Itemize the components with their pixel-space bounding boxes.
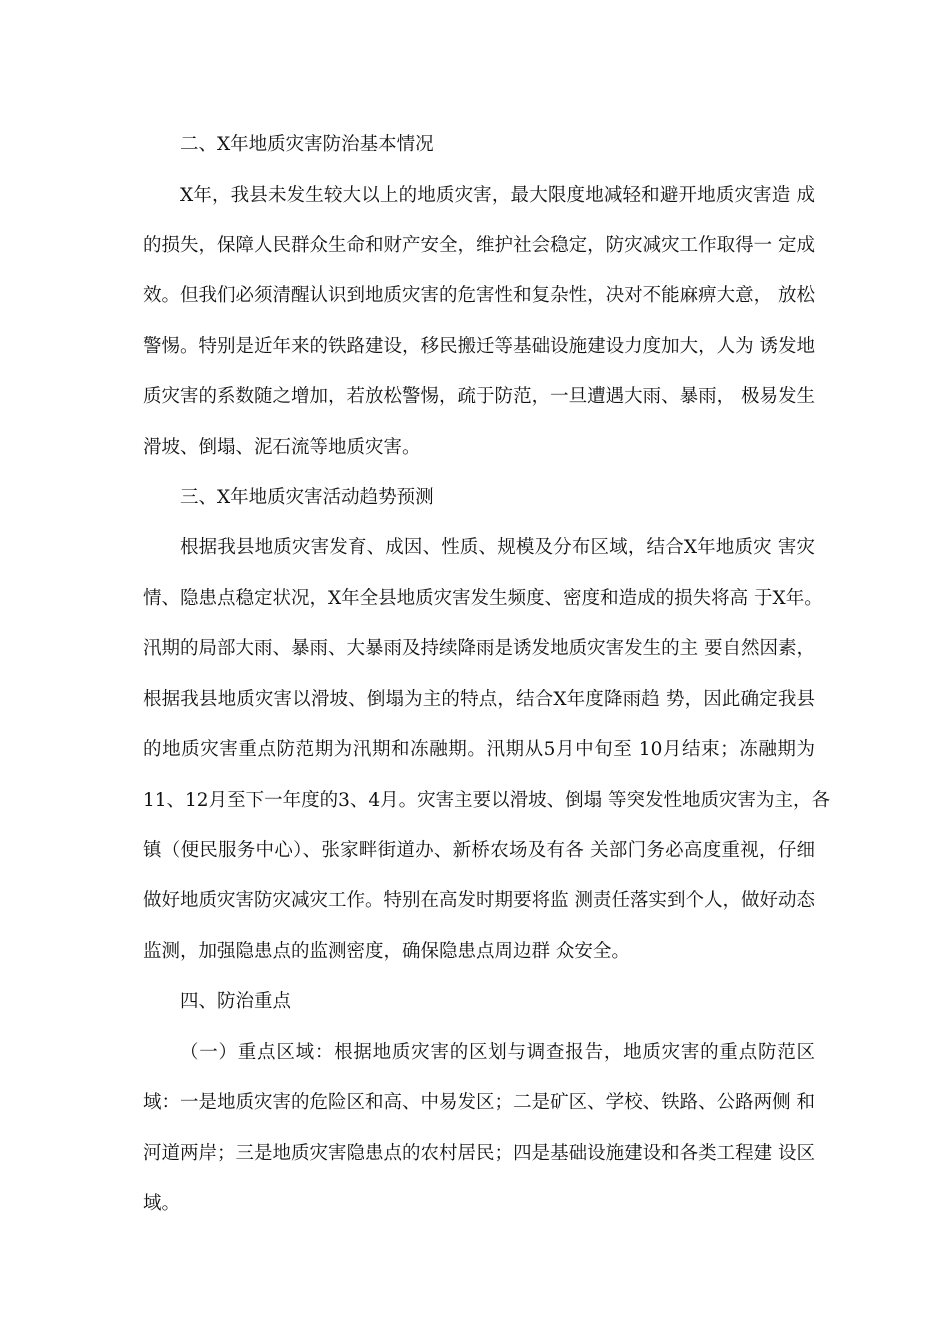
section-heading: 四、防治重点 bbox=[180, 991, 292, 1012]
section-heading: 二、X年地质灾害防治基本情况 bbox=[180, 134, 434, 155]
paragraph-line: 河道两岸；三是地质灾害隐患点的农村居民；四是基础设施建设和各类工程建 设区 bbox=[143, 1143, 815, 1164]
paragraph-line: 效。但我们必须清醒认识到地质灾害的危害性和复杂性，决对不能麻痹大意， 放松 bbox=[143, 285, 815, 306]
paragraph-line: 情、隐患点稳定状况，X年全县地质灾害发生频度、密度和造成的损失将高 于X年。 bbox=[143, 588, 823, 609]
paragraph-line: 做好地质灾害防灾减灾工作。特别在高发时期要将监 测责任落实到个人，做好动态 bbox=[143, 890, 815, 911]
paragraph-line: 汛期的局部大雨、暴雨、大暴雨及持续降雨是诱发地质灾害发生的主 要自然因素， bbox=[143, 638, 815, 659]
paragraph-line: 11、12月至下一年度的3、4月。灾害主要以滑坡、倒塌 等突发性地质灾害为主，各 bbox=[143, 790, 831, 811]
paragraph-line: 根据我县地质灾害发育、成因、性质、规模及分布区域，结合X年地质灾 害灾 bbox=[180, 537, 815, 558]
paragraph-line: 镇（便民服务中心）、张家畔街道办、新桥农场及有各 关部门务必高度重视，仔细 bbox=[143, 840, 815, 861]
paragraph-line: 滑坡、倒塌、泥石流等地质灾害。 bbox=[143, 437, 421, 458]
paragraph-line: 的损失，保障人民群众生命和财产安全，维护社会稳定，防灾减灾工作取得一 定成 bbox=[143, 235, 815, 256]
paragraph-line: 质灾害的系数随之增加，若放松警惕，疏于防范，一旦遭遇大雨、暴雨， 极易发生 bbox=[143, 386, 815, 407]
paragraph-line: 警惕。特别是近年来的铁路建设，移民搬迁等基础设施建设力度加大，人为 诱发地 bbox=[143, 336, 815, 357]
section-heading: 三、X年地质灾害活动趋势预测 bbox=[180, 487, 434, 508]
paragraph-line: 域。 bbox=[143, 1193, 181, 1214]
paragraph-line: 根据我县地质灾害以滑坡、倒塌为主的特点，结合X年度降雨趋 势，因此确定我县 bbox=[143, 689, 815, 710]
paragraph-line: （一）重点区域：根据地质灾害的区划与调查报告，地质灾害的重点防范区 bbox=[180, 1042, 815, 1063]
paragraph-line: 监测，加强隐患点的监测密度，确保隐患点周边群 众安全。 bbox=[143, 941, 630, 962]
paragraph-line: 的地质灾害重点防范期为汛期和冻融期。汛期从5月中旬至 10月结束；冻融期为 bbox=[143, 739, 815, 760]
paragraph-line: 域：一是地质灾害的危险区和高、中易发区；二是矿区、学校、铁路、公路两侧 和 bbox=[143, 1092, 815, 1113]
paragraph-line: X年，我县未发生较大以上的地质灾害，最大限度地减轻和避开地质灾害造 成 bbox=[180, 185, 815, 206]
